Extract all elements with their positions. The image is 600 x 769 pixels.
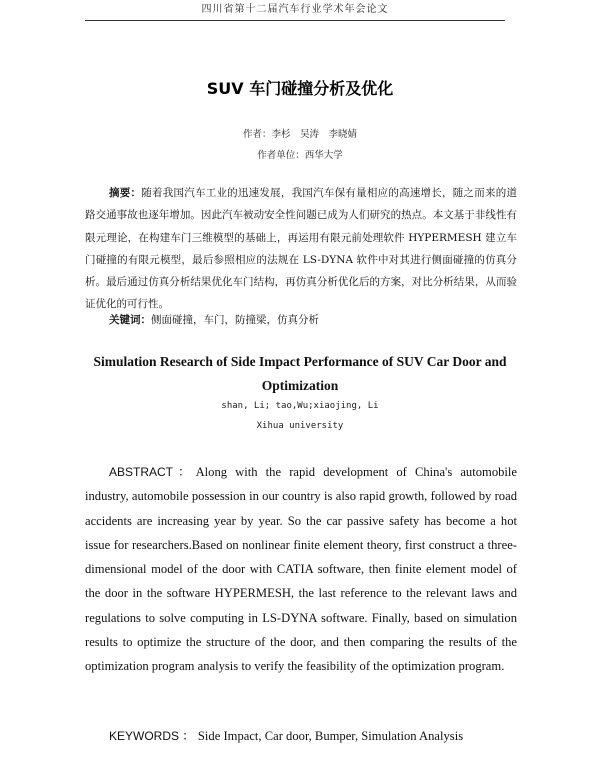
keywords-cn <box>109 311 509 329</box>
paper-title-en: Simulation Research of Side Impact Performance of SUV Car Door and Optimization <box>93 354 507 393</box>
running-header: 四川省第十二届汽车行业学术年会论文 <box>85 0 505 21</box>
authors-cn: 作者：李杉 吴涛 李晓婧 <box>242 129 357 140</box>
abstract-en-label: ABSTRACT <box>109 465 174 479</box>
abstract-cn-label: 摘要： <box>109 187 142 199</box>
affiliation-cn: 作者单位：西华大学 <box>257 150 343 161</box>
abstract-en <box>85 460 517 679</box>
authors-en: shan, Li; tao,Wu;xiaojing, Li <box>221 401 379 411</box>
abstract-cn <box>85 182 517 316</box>
abstract-en-separator: ： <box>173 465 196 479</box>
keywords-en-text: Side Impact, Car door, Bumper, Simulation Analysis <box>197 729 464 743</box>
keywords-en-label: KEYWORDS <box>109 729 180 743</box>
keywords-en-separator: ： <box>179 729 195 743</box>
abstract-cn-text: 随着我国汽车工业的迅速发展，我国汽车保有量相应的高速增长，随之而来的道路交通事故也逐年增加。因此汽车被动安全性问题已成为人们研究的热点。本文基于非线性有限元理论，在构建车门三维模型的基础上，再运用有限元前处理软件 HYPERMESH 建立车门碰撞的有限元模型，最后参照相应的法规在 LS-DYNA 软件中对其进行侧面碰撞的仿真分析。最后通过仿真分析结果优化车门结构，再仿真分析优化后的方案，对比分析结果，从而验证优化的可行性。 <box>85 187 518 311</box>
keywords-en <box>109 726 529 746</box>
keywords-cn-text: 侧面碰撞，车门，防撞梁，仿真分析 <box>151 314 319 326</box>
keywords-cn-label: 关键词： <box>109 314 151 326</box>
abstract-en-text: Along with the rapid development of China's automobile industry, automobile possession in our country is also rapid growth, followed by road accidents are increasing year by year. So the car passive safety has become a hot issue for researchers.Based on nonlinear finite element theory, first construct a three-dimensional model of the door with CATIA software, then finite element model of the door in the software HYPERMESH, the last reference to the relevant laws and regulations to solve computing in LS-DYNA software. Finally, based on simulation results to optimize the structure of the door, and then comparing the results of the optimization program analysis to verify the feasibility of the optimization program. <box>85 465 518 674</box>
paper-title: SUV 车门碰撞分析及优化 <box>206 79 394 98</box>
affiliation-en: Xihua university <box>256 421 344 431</box>
